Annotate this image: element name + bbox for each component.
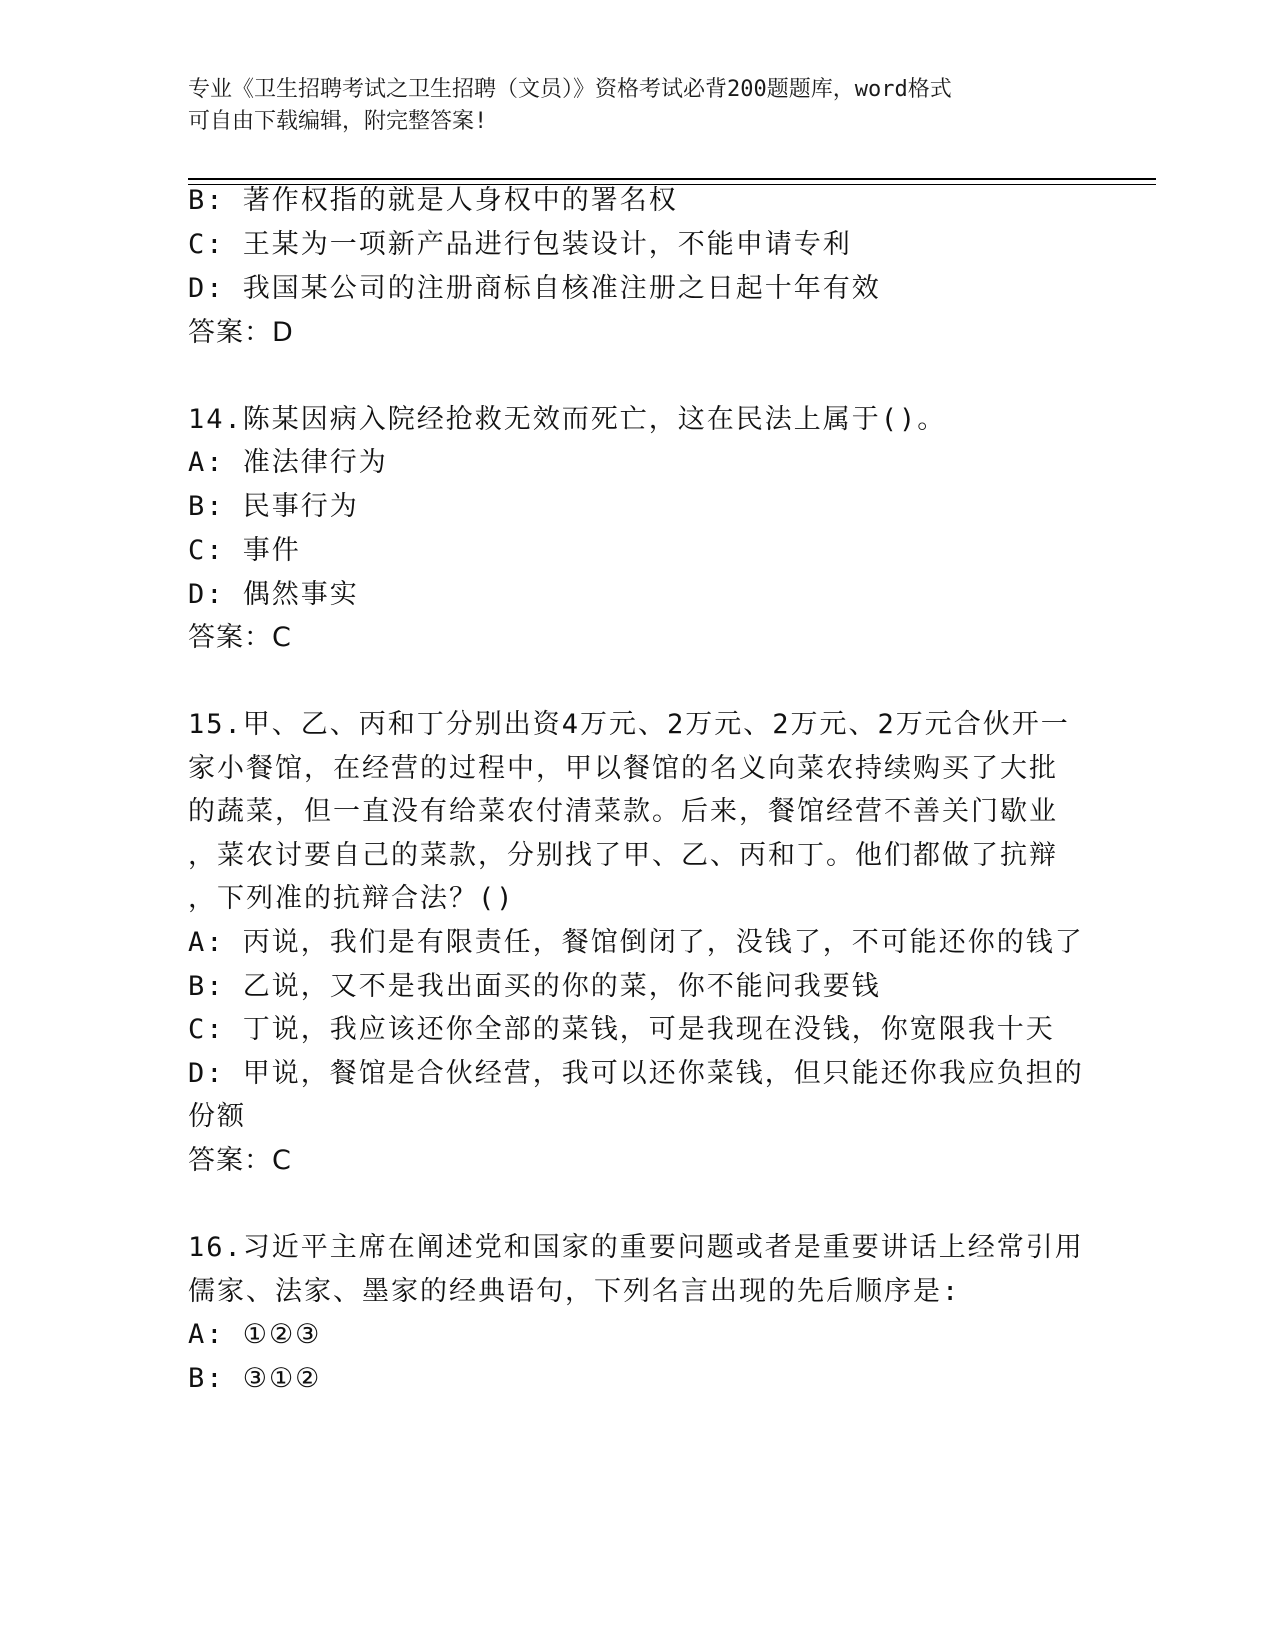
q15-stem-line: ，下列准的抗辩合法？() (188, 883, 515, 914)
document-header (188, 74, 1088, 138)
q13-option-c: C: 王某为一项新产品进行包装设计，不能申请专利 (188, 229, 852, 260)
q15-option-d-line: D: 甲说，餐馆是合伙经营，我可以还你菜钱，但只能还你我应负担的 (188, 1058, 1084, 1089)
q15-option-d-line: 份额 (188, 1101, 246, 1132)
q14-option-c: C: 事件 (188, 535, 301, 566)
q16-stem-line: 16.习近平主席在阐述党和国家的重要问题或者是重要讲话上经常引用 (188, 1232, 1084, 1263)
q15-answer: 答案：C (188, 1145, 292, 1176)
q15-option-a: A: 丙说，我们是有限责任，餐馆倒闭了，没钱了，不可能还你的钱了 (188, 927, 1084, 958)
q16-option-b: B: ③①② (188, 1363, 322, 1394)
header-line-2: 可自由下载编辑，附完整答案! (188, 109, 488, 134)
q14-option-a: A: 准法律行为 (188, 447, 388, 478)
q14-stem: 14.陈某因病入院经抢救无效而死亡，这在民法上属于()。 (188, 404, 947, 435)
q14-option-d: D: 偶然事实 (188, 579, 359, 610)
q13-option-b: B: 著作权指的就是人身权中的署名权 (188, 185, 678, 216)
q15-option-b: B: 乙说，又不是我出面买的你的菜，你不能问我要钱 (188, 971, 881, 1002)
q13-answer: 答案：D (188, 317, 294, 348)
q14-answer: 答案：C (188, 622, 292, 653)
q16-option-a: A: ①②③ (188, 1319, 322, 1350)
q15-stem-line: ，菜农讨要自己的菜款，分别找了甲、乙、丙和丁。他们都做了抗辩 (188, 840, 1058, 871)
q13-option-d: D: 我国某公司的注册商标自核准注册之日起十年有效 (188, 273, 881, 304)
header-rule-thick (188, 178, 1156, 180)
q15-stem-line: 15.甲、乙、丙和丁分别出资4万元、2万元、2万元、2万元合伙开一 (188, 709, 1070, 740)
q14-option-b: B: 民事行为 (188, 491, 359, 522)
header-line-1: 专业《卫生招聘考试之卫生招聘（文员）》资格考试必背200题题库，word格式 (188, 77, 952, 102)
q15-option-c: C: 丁说，我应该还你全部的菜钱，可是我现在没钱，你宽限我十天 (188, 1014, 1055, 1045)
q15-stem-line: 家小餐馆，在经营的过程中，甲以餐馆的名义向菜农持续购买了大批 (188, 753, 1058, 784)
q15-stem-line: 的蔬菜，但一直没有给菜农付清菜款。后来，餐馆经营不善关门歇业 (188, 796, 1058, 827)
q16-stem-line: 儒家、法家、墨家的经典语句，下列名言出现的先后顺序是: (188, 1276, 961, 1307)
